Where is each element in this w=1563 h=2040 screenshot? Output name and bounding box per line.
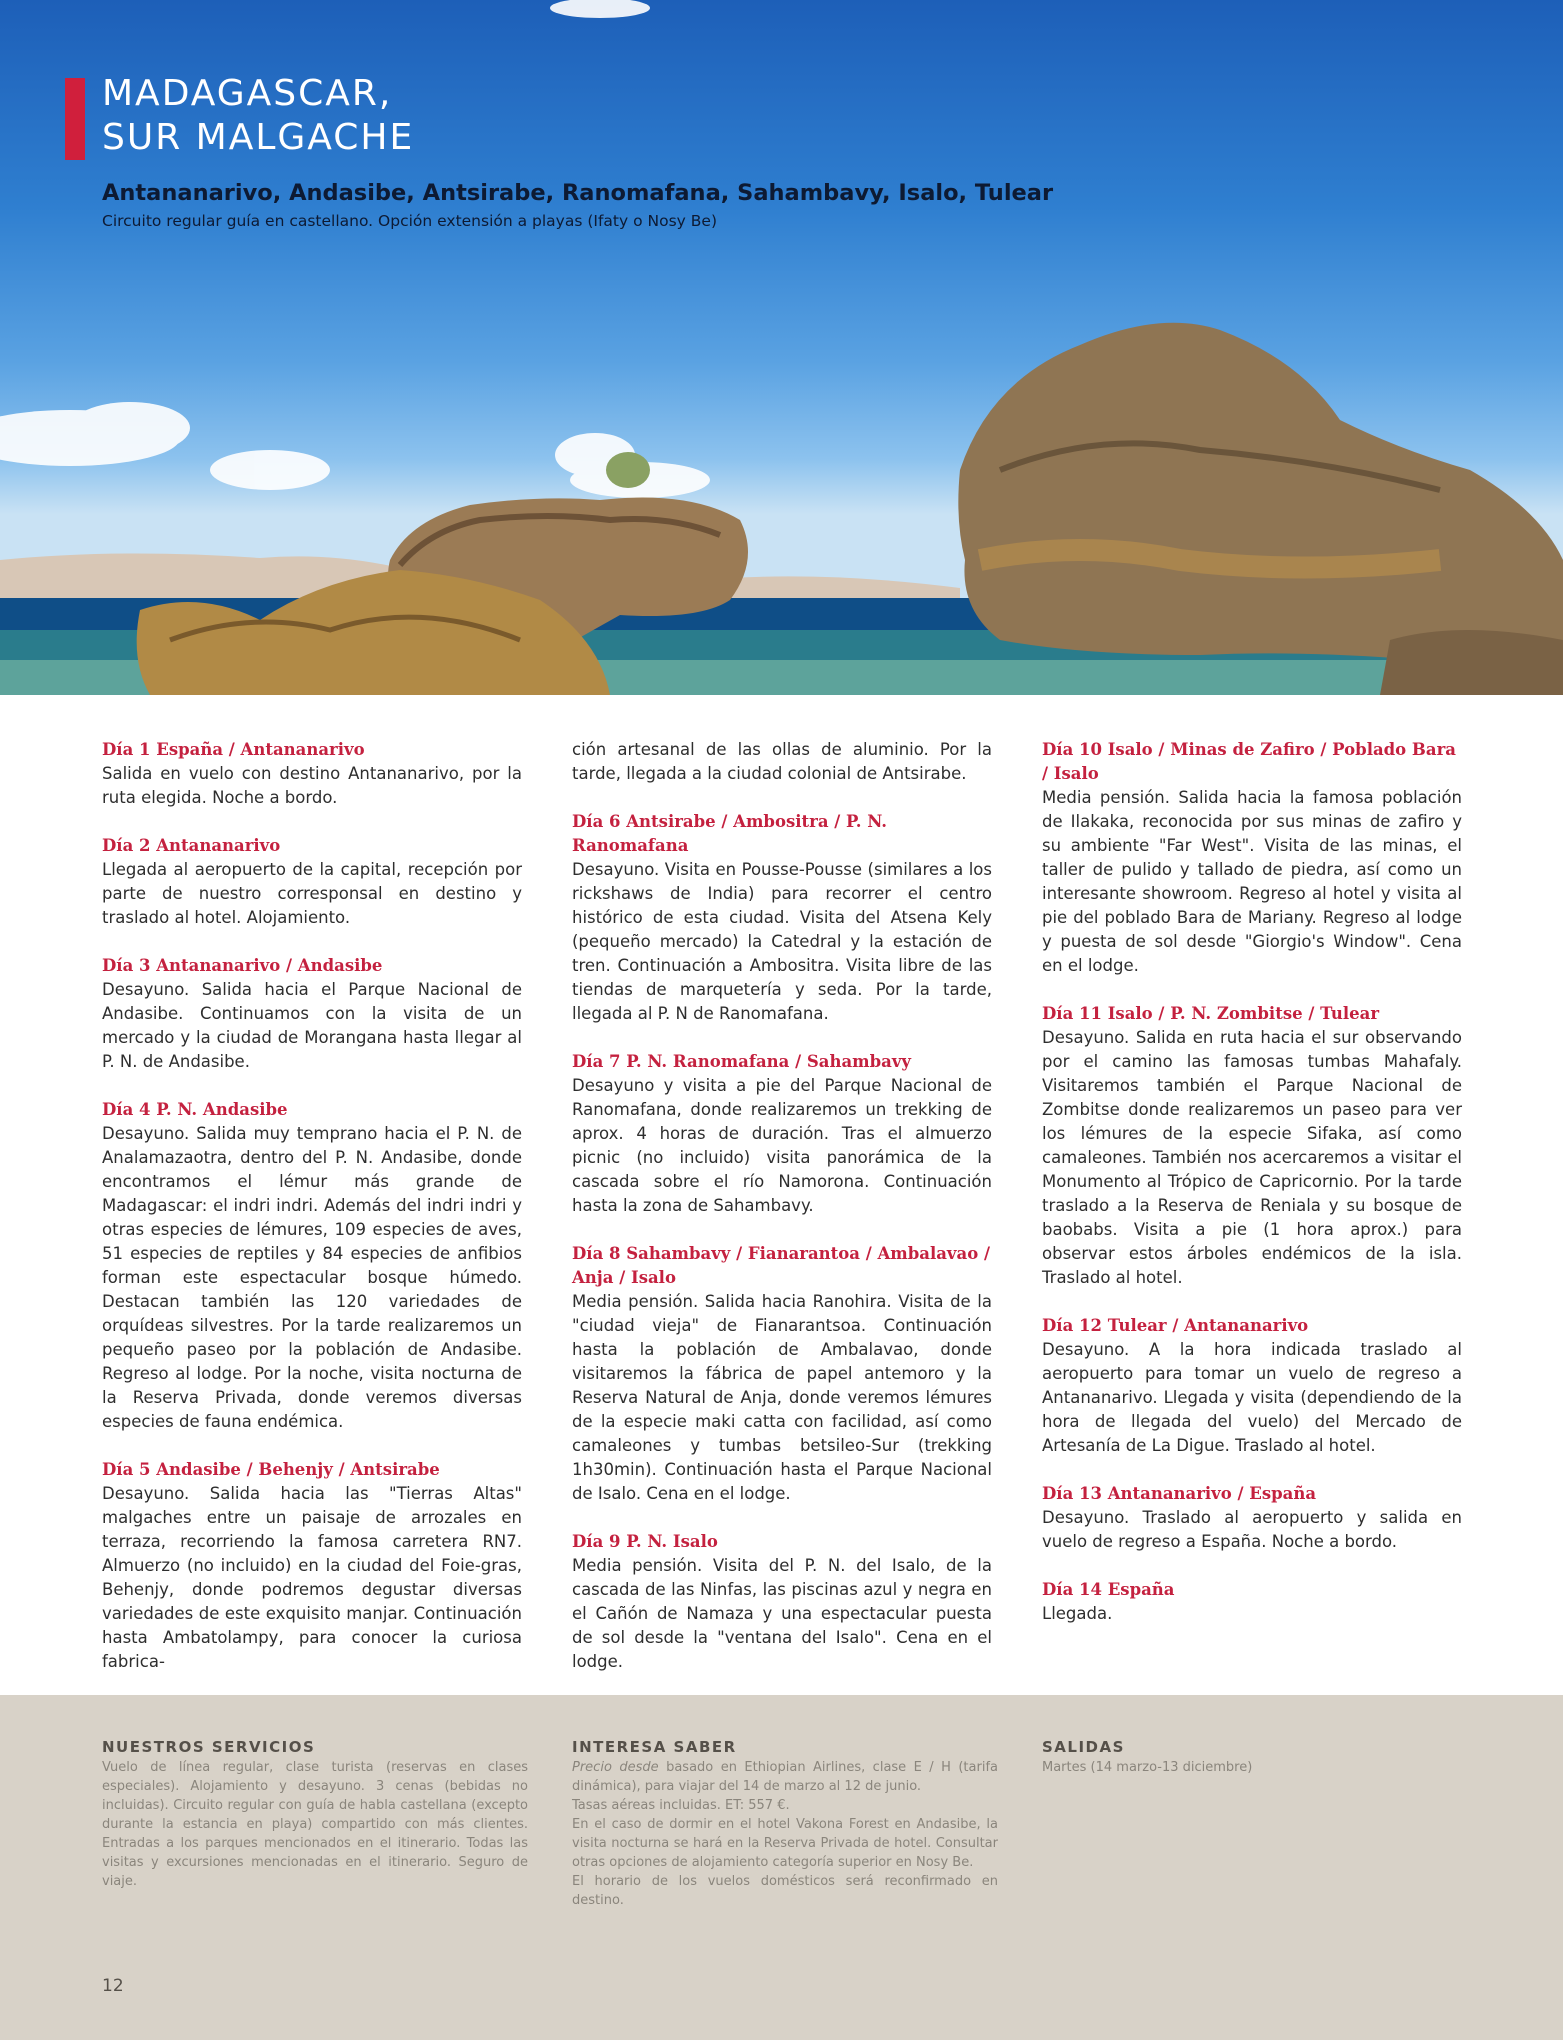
day-text: Desayuno y visita a pie del Parque Nacional de Ranomafana, donde realizaremos un trekking de aprox. 4 horas de duración. Tras el almuerzo picnic (no incluido) visita panorámica de la cascada sobre el río Namorona. Continuación hasta la zona de Sahambavy.: [572, 1076, 992, 1215]
day-text: Desayuno. Salida muy temprano hacia el P. N. de Analamazaotra, dentro del P. N. Andasibe, donde encontramos el lémur más grande de Madagascar: el indri indri. Además del indri indri y otras especies de lémures, 109 especies de aves, 51 especies de reptiles y 84 especies de anfibios forman este espectacular bosque húmedo. Destacan también las 120 variedades de orquídeas silvestres. Por la tarde realizaremos un pequeño paseo por la población de Andasibe. Regreso al lodge. Por la noche, visita nocturna de la Reserva Privada, donde veremos diversas especies de fauna endémica.: [102, 1124, 522, 1431]
title-line-1: MADAGASCAR,: [102, 73, 393, 114]
route-cities: Antananarivo, Andasibe, Antsirabe, Ranomafana, Sahambavy, Isalo, Tulear: [102, 180, 1054, 206]
day-text: Desayuno. A la hora indicada traslado al aeropuerto para tomar un vuelo de regreso a Antananarivo. Llegada y visita (dependiendo de la hora de llegada del vuelo) del Mercado de Artesanía de La Digue. Traslado al hotel.: [1042, 1340, 1462, 1455]
day-title: Día 2 Antananarivo: [102, 836, 281, 855]
day-title: Día 12 Tulear / Antananarivo: [1042, 1316, 1309, 1335]
day-title: Día 3 Antananarivo / Andasibe: [102, 956, 383, 975]
services-text: Vuelo de línea regular, clase turista (reservas en clases especiales). Alojamiento y desayuno. 3 cenas (bebidas no incluidas). Circuito regular con guía de habla castellana (excepto durante la estancia en playa) compartido con más clientes. Entradas a los parques mencionados en el itinerario. Todas las visitas y excursiones mencionadas en el itinerario. Seguro de viaje.: [102, 1760, 528, 1889]
day-4: [102, 1098, 522, 1434]
price-note: [572, 1758, 998, 1796]
day-9: [572, 1530, 992, 1674]
price-label: Precio desde: [572, 1760, 659, 1775]
day-text: Media pensión. Salida hacia la famosa población de Ilakaka, reconocida por sus minas de zafiro y su ambiente "Far West". Visita de las minas, el taller de pulido y tallado de piedra, así como un interesante showroom. Regreso al hotel y visita al pie del poblado Bara de Mariany. Regreso al lodge y puesta de sol desde "Giorgio's Window". Cena en el lodge.: [1042, 788, 1462, 975]
day-7: [572, 1050, 992, 1218]
page-number: 12: [102, 1976, 124, 1996]
day-title: Día 13 Antananarivo / España: [1042, 1484, 1317, 1503]
day-title: Día 11 Isalo / P. N. Zombitse / Tulear: [1042, 1004, 1380, 1023]
day-10: [1042, 738, 1462, 978]
day-text: Salida en vuelo con destino Antananarivo, por la ruta elegida. Noche a bordo.: [102, 764, 522, 807]
interesa-heading: INTERESA SABER: [572, 1738, 737, 1756]
salidas-heading: SALIDAS: [1042, 1738, 1125, 1756]
day-2: [102, 834, 522, 930]
itinerary-column-1: [102, 738, 522, 1698]
day-13: [1042, 1482, 1462, 1554]
services-section: [102, 1738, 528, 1891]
day-text: Desayuno. Salida hacia las "Tierras Altas" malgaches entre un paisaje de arrozales en terraza, recorriendo la famosa carretera RN7. Almuerzo (no incluido) en la ciudad del Foie-gras, Behenjy, donde podremos degustar diversas variedades de este exquisito manjar. Continuación hasta Ambatolampy, para conocer la curiosa fabrica-: [102, 1484, 522, 1671]
route-subtitle: Circuito regular guía en castellano. Opción extensión a playas (Ifaty o Nosy Be): [102, 212, 717, 230]
title-accent-bar: [65, 78, 85, 160]
day-text: Desayuno. Traslado al aeropuerto y salida en vuelo de regreso a España. Noche a bordo.: [1042, 1508, 1462, 1551]
day-title: Día 4 P. N. Andasibe: [102, 1100, 288, 1119]
itinerary-column-2: [572, 738, 992, 1698]
day-title: Día 1 España / Antananarivo: [102, 740, 365, 759]
vakona-note: En el caso de dormir en el hotel Vakona Forest en Andasibe, la visita nocturna se hará en la Reserva Privada de hotel. Consultar otras opciones de alojamiento categoría superior en Nosy Be.: [572, 1817, 998, 1870]
day-title: Día 7 P. N. Ranomafana / Sahambavy: [572, 1052, 911, 1071]
flights-note: El horario de los vuelos domésticos será reconfirmado en destino.: [572, 1874, 998, 1908]
day-3: [102, 954, 522, 1074]
day-title: Día 14 España: [1042, 1580, 1175, 1599]
day-5-continuation: ción artesanal de las ollas de aluminio. Por la tarde, llegada a la ciudad colonial de Antsirabe.: [572, 740, 992, 783]
day-text: Llegada.: [1042, 1604, 1113, 1623]
day-1: [102, 738, 522, 810]
salidas-section: [1042, 1738, 1468, 1777]
day-title: Día 8 Sahambavy / Fianarantoa / Ambalavao / Anja / Isalo: [572, 1244, 990, 1287]
day-5: [102, 1458, 522, 1674]
day-title: Día 10 Isalo / Minas de Zafiro / Poblado Bara / Isalo: [1042, 740, 1456, 783]
day-11: [1042, 1002, 1462, 1290]
day-8: [572, 1242, 992, 1506]
day-text: Desayuno. Visita en Pousse-Pousse (similares a los rickshaws de India) para recorrer el centro histórico de esta ciudad. Visita del Atsena Kely (pequeño mercado) la Catedral y la estación de tren. Continuación a Ambositra. Visita libre de las tiendas de marquetería y seda. Por la tarde, llegada al P. N de Ranomafana.: [572, 860, 992, 1023]
day-6: [572, 810, 992, 1026]
taxes-note: Tasas aéreas incluidas. ET: 557 €.: [572, 1798, 790, 1813]
day-text: Desayuno. Salida en ruta hacia el sur observando por el camino las famosas tumbas Mahafaly. Visitaremos también el Parque Nacional de Zombitse donde realizaremos un paseo para ver los lémures de la especie Sifaka, así como camaleones. También nos acercaremos a visitar el Monumento al Trópico de Capricornio. Por la tarde traslado a la Reserva de Reniala y su bosque de baobabs. Visita a pie (1 hora aprox.) para observar estos árboles endémicos de la isla. Traslado al hotel.: [1042, 1028, 1462, 1287]
day-title: Día 6 Antsirabe / Ambositra / P. N. Ranomafana: [572, 812, 887, 855]
day-title: Día 9 P. N. Isalo: [572, 1532, 718, 1551]
day-text: Llegada al aeropuerto de la capital, recepción por parte de nuestro corresponsal en destino y traslado al hotel. Alojamiento.: [102, 860, 522, 927]
salidas-text: Martes (14 marzo-13 diciembre): [1042, 1760, 1253, 1775]
title-line-2: SUR MALGACHE: [102, 117, 415, 158]
day-14: [1042, 1578, 1462, 1626]
day-12: [1042, 1314, 1462, 1458]
day-text: Media pensión. Visita del P. N. del Isalo, de la cascada de las Ninfas, las piscinas azul y negra en el Cañón de Namaza y una espectacular puesta de sol desde la "ventana del Isalo". Cena en el lodge.: [572, 1556, 992, 1671]
day-text: Media pensión. Salida hacia Ranohira. Visita de la "ciudad vieja" de Fianarantsoa. Continuación hasta la población de Ambalavao, donde visitaremos la fábrica de papel antemoro y la Reserva Natural de Anja, donde veremos lémures de la especie maki catta con facilidad, así como camaleones y tumbas betsileo-Sur (trekking 1h30min). Continuación hasta el Parque Nacional de Isalo. Cena en el lodge.: [572, 1292, 992, 1503]
price-text: basado en Ethiopian Airlines, clase E / H (tarifa dinámica), para viajar del 14 de marzo al 12 de junio.: [572, 1760, 998, 1794]
hero-photo: [0, 0, 1563, 695]
itinerary-column-3: [1042, 738, 1462, 1650]
day-title: Día 5 Andasibe / Behenjy / Antsirabe: [102, 1460, 440, 1479]
day-text: Desayuno. Salida hacia el Parque Nacional de Andasibe. Continuamos con la visita de un mercado y la ciudad de Morangana hasta llegar al P. N. de Andasibe.: [102, 980, 522, 1071]
interesa-saber-section: [572, 1738, 998, 1910]
services-heading: NUESTROS SERVICIOS: [102, 1738, 316, 1756]
page-title: [102, 72, 414, 160]
